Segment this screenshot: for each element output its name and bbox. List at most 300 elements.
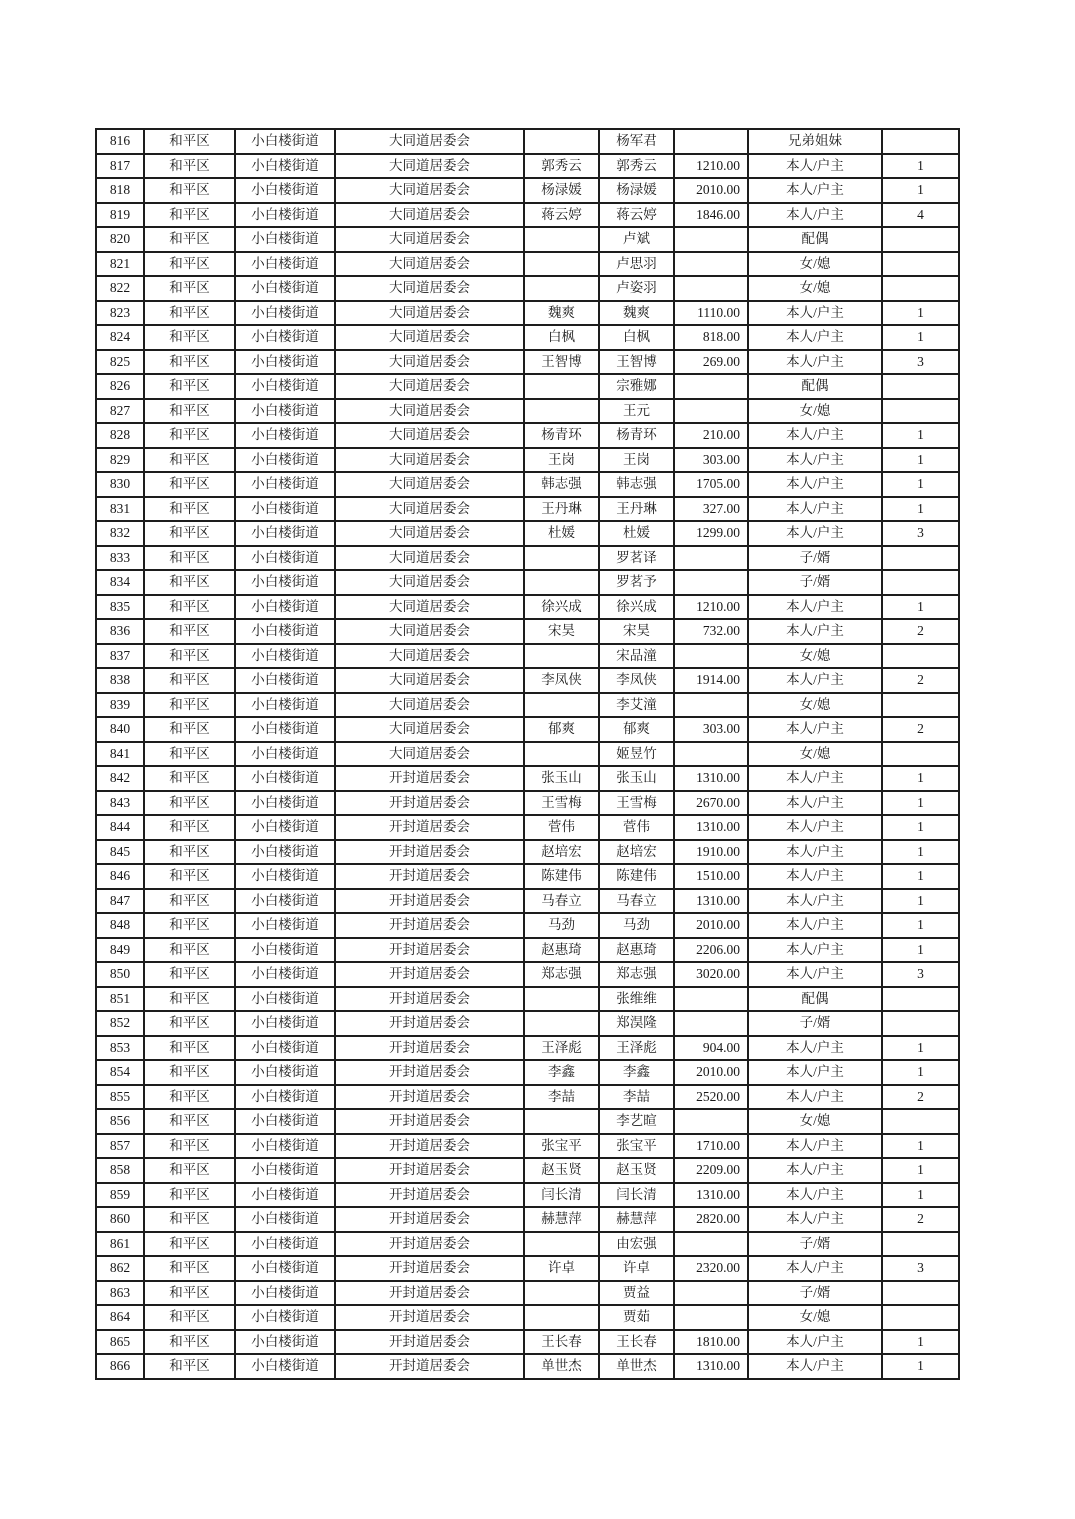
- cell-seq: 830: [96, 472, 144, 497]
- cell-member: 王智博: [599, 350, 674, 375]
- table-row: [96, 546, 959, 571]
- cell-count: [882, 1305, 959, 1330]
- cell-committee: 大同道居委会: [335, 644, 524, 669]
- cell-amount: 1110.00: [674, 301, 748, 326]
- cell-relation: 本人/户主: [748, 1085, 882, 1110]
- cell-street: 小白楼街道: [235, 399, 335, 424]
- cell-committee: 大同道居委会: [335, 374, 524, 399]
- cell-relation: 女/媳: [748, 1305, 882, 1330]
- cell-applicant: 杜媛: [524, 521, 599, 546]
- cell-district: 和平区: [144, 301, 235, 326]
- cell-count: 2: [882, 1207, 959, 1232]
- cell-amount: 1210.00: [674, 595, 748, 620]
- cell-district: 和平区: [144, 472, 235, 497]
- table-row: [96, 276, 959, 301]
- cell-district: 和平区: [144, 1085, 235, 1110]
- cell-committee: 大同道居委会: [335, 276, 524, 301]
- cell-count: 2: [882, 668, 959, 693]
- cell-street: 小白楼街道: [235, 521, 335, 546]
- cell-amount: 3020.00: [674, 962, 748, 987]
- cell-amount: 1310.00: [674, 766, 748, 791]
- cell-relation: 本人/户主: [748, 717, 882, 742]
- cell-count: [882, 987, 959, 1012]
- cell-amount: [674, 1011, 748, 1036]
- table-row: [96, 595, 959, 620]
- cell-applicant: [524, 742, 599, 767]
- cell-district: 和平区: [144, 1060, 235, 1085]
- cell-committee: 开封道居委会: [335, 1207, 524, 1232]
- cell-count: 2: [882, 619, 959, 644]
- table-row: [96, 1060, 959, 1085]
- cell-applicant: 菅伟: [524, 815, 599, 840]
- cell-district: 和平区: [144, 1256, 235, 1281]
- cell-amount: 732.00: [674, 619, 748, 644]
- cell-street: 小白楼街道: [235, 1085, 335, 1110]
- cell-applicant: 李凤侠: [524, 668, 599, 693]
- cell-district: 和平区: [144, 962, 235, 987]
- cell-seq: 855: [96, 1085, 144, 1110]
- cell-street: 小白楼街道: [235, 1158, 335, 1183]
- cell-seq: 825: [96, 350, 144, 375]
- cell-count: [882, 227, 959, 252]
- cell-member: 李凤侠: [599, 668, 674, 693]
- cell-count: 4: [882, 203, 959, 228]
- cell-count: [882, 570, 959, 595]
- cell-street: 小白楼街道: [235, 815, 335, 840]
- cell-member: 宋昊: [599, 619, 674, 644]
- cell-count: 3: [882, 350, 959, 375]
- table-row: [96, 962, 959, 987]
- cell-member: 杜媛: [599, 521, 674, 546]
- cell-committee: 大同道居委会: [335, 595, 524, 620]
- cell-member: 郭秀云: [599, 154, 674, 179]
- cell-district: 和平区: [144, 276, 235, 301]
- cell-applicant: 许卓: [524, 1256, 599, 1281]
- table-row: [96, 301, 959, 326]
- cell-applicant: 郭秀云: [524, 154, 599, 179]
- table-row: [96, 129, 959, 154]
- cell-relation: 本人/户主: [748, 1330, 882, 1355]
- cell-member: 菅伟: [599, 815, 674, 840]
- cell-amount: [674, 693, 748, 718]
- cell-count: 1: [882, 595, 959, 620]
- cell-member: 李鑫: [599, 1060, 674, 1085]
- cell-count: [882, 1281, 959, 1306]
- cell-relation: 兄弟姐妹: [748, 129, 882, 154]
- cell-member: 王雪梅: [599, 791, 674, 816]
- cell-relation: 本人/户主: [748, 766, 882, 791]
- cell-count: 1: [882, 1158, 959, 1183]
- cell-street: 小白楼街道: [235, 1232, 335, 1257]
- cell-seq: 858: [96, 1158, 144, 1183]
- cell-count: 1: [882, 1036, 959, 1061]
- cell-committee: 开封道居委会: [335, 1232, 524, 1257]
- cell-amount: 1846.00: [674, 203, 748, 228]
- cell-district: 和平区: [144, 350, 235, 375]
- cell-relation: 子/婿: [748, 570, 882, 595]
- table-row: [96, 840, 959, 865]
- cell-relation: 子/婿: [748, 1011, 882, 1036]
- cell-applicant: 张玉山: [524, 766, 599, 791]
- cell-district: 和平区: [144, 1011, 235, 1036]
- cell-relation: 本人/户主: [748, 423, 882, 448]
- cell-street: 小白楼街道: [235, 840, 335, 865]
- cell-seq: 836: [96, 619, 144, 644]
- cell-count: 1: [882, 1354, 959, 1379]
- table-row: [96, 178, 959, 203]
- cell-member: 宗雅娜: [599, 374, 674, 399]
- cell-count: 2: [882, 717, 959, 742]
- table-row: [96, 497, 959, 522]
- cell-district: 和平区: [144, 815, 235, 840]
- cell-relation: 女/媳: [748, 252, 882, 277]
- table-row: [96, 864, 959, 889]
- cell-amount: 2206.00: [674, 938, 748, 963]
- cell-committee: 大同道居委会: [335, 742, 524, 767]
- cell-committee: 开封道居委会: [335, 987, 524, 1012]
- cell-committee: 开封道居委会: [335, 1256, 524, 1281]
- cell-street: 小白楼街道: [235, 472, 335, 497]
- cell-count: 1: [882, 301, 959, 326]
- cell-applicant: [524, 546, 599, 571]
- cell-count: 1: [882, 472, 959, 497]
- table-row: [96, 717, 959, 742]
- cell-seq: 865: [96, 1330, 144, 1355]
- cell-relation: 本人/户主: [748, 864, 882, 889]
- cell-relation: 本人/户主: [748, 1060, 882, 1085]
- cell-street: 小白楼街道: [235, 154, 335, 179]
- cell-amount: 2209.00: [674, 1158, 748, 1183]
- cell-relation: 子/婿: [748, 546, 882, 571]
- cell-relation: 本人/户主: [748, 448, 882, 473]
- cell-relation: 本人/户主: [748, 840, 882, 865]
- cell-member: 郑淏隆: [599, 1011, 674, 1036]
- cell-applicant: 郁爽: [524, 717, 599, 742]
- cell-relation: 本人/户主: [748, 962, 882, 987]
- cell-seq: 857: [96, 1134, 144, 1159]
- cell-seq: 829: [96, 448, 144, 473]
- cell-amount: [674, 1232, 748, 1257]
- cell-committee: 开封道居委会: [335, 1036, 524, 1061]
- cell-committee: 开封道居委会: [335, 1085, 524, 1110]
- cell-count: 1: [882, 766, 959, 791]
- cell-seq: 828: [96, 423, 144, 448]
- cell-member: 郁爽: [599, 717, 674, 742]
- cell-seq: 838: [96, 668, 144, 693]
- cell-street: 小白楼街道: [235, 717, 335, 742]
- cell-seq: 861: [96, 1232, 144, 1257]
- cell-applicant: 魏爽: [524, 301, 599, 326]
- table-row: [96, 987, 959, 1012]
- cell-count: 3: [882, 1256, 959, 1281]
- table-row: [96, 1109, 959, 1134]
- cell-applicant: 王雪梅: [524, 791, 599, 816]
- cell-committee: 大同道居委会: [335, 546, 524, 571]
- cell-member: 白枫: [599, 325, 674, 350]
- cell-street: 小白楼街道: [235, 301, 335, 326]
- cell-applicant: 赫慧萍: [524, 1207, 599, 1232]
- cell-amount: 2670.00: [674, 791, 748, 816]
- cell-district: 和平区: [144, 129, 235, 154]
- cell-member: 许卓: [599, 1256, 674, 1281]
- cell-member: 赵惠琦: [599, 938, 674, 963]
- cell-amount: [674, 129, 748, 154]
- cell-street: 小白楼街道: [235, 374, 335, 399]
- cell-street: 小白楼街道: [235, 1330, 335, 1355]
- table-row: [96, 154, 959, 179]
- cell-member: 赵培宏: [599, 840, 674, 865]
- cell-street: 小白楼街道: [235, 864, 335, 889]
- cell-applicant: [524, 252, 599, 277]
- cell-member: 贾茹: [599, 1305, 674, 1330]
- cell-amount: [674, 1305, 748, 1330]
- cell-district: 和平区: [144, 1305, 235, 1330]
- cell-committee: 大同道居委会: [335, 717, 524, 742]
- cell-count: 1: [882, 448, 959, 473]
- cell-committee: 开封道居委会: [335, 791, 524, 816]
- cell-member: 王泽彪: [599, 1036, 674, 1061]
- cell-relation: 配偶: [748, 987, 882, 1012]
- cell-street: 小白楼街道: [235, 1036, 335, 1061]
- cell-count: 3: [882, 521, 959, 546]
- table-row: [96, 791, 959, 816]
- cell-relation: 本人/户主: [748, 203, 882, 228]
- cell-district: 和平区: [144, 864, 235, 889]
- cell-seq: 832: [96, 521, 144, 546]
- cell-street: 小白楼街道: [235, 350, 335, 375]
- cell-street: 小白楼街道: [235, 938, 335, 963]
- cell-relation: 女/媳: [748, 276, 882, 301]
- cell-street: 小白楼街道: [235, 1256, 335, 1281]
- cell-street: 小白楼街道: [235, 252, 335, 277]
- table-row: [96, 815, 959, 840]
- cell-applicant: [524, 276, 599, 301]
- cell-district: 和平区: [144, 1109, 235, 1134]
- cell-count: 1: [882, 1060, 959, 1085]
- cell-applicant: [524, 1011, 599, 1036]
- cell-count: 1: [882, 913, 959, 938]
- cell-district: 和平区: [144, 1232, 235, 1257]
- cell-committee: 开封道居委会: [335, 889, 524, 914]
- cell-count: [882, 693, 959, 718]
- cell-committee: 大同道居委会: [335, 619, 524, 644]
- cell-member: 罗茗予: [599, 570, 674, 595]
- cell-street: 小白楼街道: [235, 129, 335, 154]
- cell-count: 1: [882, 938, 959, 963]
- table-row: [96, 668, 959, 693]
- table-row: [96, 766, 959, 791]
- cell-count: [882, 644, 959, 669]
- table-row: [96, 1330, 959, 1355]
- cell-member: 李喆: [599, 1085, 674, 1110]
- cell-seq: 841: [96, 742, 144, 767]
- cell-member: 卢思羽: [599, 252, 674, 277]
- cell-relation: 本人/户主: [748, 619, 882, 644]
- cell-district: 和平区: [144, 448, 235, 473]
- cell-district: 和平区: [144, 1036, 235, 1061]
- table-row: [96, 1183, 959, 1208]
- cell-member: 单世杰: [599, 1354, 674, 1379]
- cell-committee: 大同道居委会: [335, 570, 524, 595]
- cell-committee: 开封道居委会: [335, 766, 524, 791]
- cell-street: 小白楼街道: [235, 1109, 335, 1134]
- cell-relation: 子/婿: [748, 1281, 882, 1306]
- cell-seq: 816: [96, 129, 144, 154]
- cell-applicant: 徐兴成: [524, 595, 599, 620]
- cell-relation: 本人/户主: [748, 1134, 882, 1159]
- cell-applicant: [524, 374, 599, 399]
- table-row: [96, 619, 959, 644]
- cell-member: 陈建伟: [599, 864, 674, 889]
- cell-member: 张维维: [599, 987, 674, 1012]
- cell-amount: [674, 742, 748, 767]
- cell-applicant: 闫长清: [524, 1183, 599, 1208]
- cell-relation: 女/媳: [748, 644, 882, 669]
- cell-relation: 本人/户主: [748, 301, 882, 326]
- cell-seq: 822: [96, 276, 144, 301]
- cell-applicant: [524, 644, 599, 669]
- cell-amount: [674, 374, 748, 399]
- cell-relation: 本人/户主: [748, 791, 882, 816]
- cell-count: 1: [882, 791, 959, 816]
- cell-committee: 开封道居委会: [335, 1060, 524, 1085]
- cell-member: 蒋云婷: [599, 203, 674, 228]
- cell-seq: 844: [96, 815, 144, 840]
- table-row: [96, 644, 959, 669]
- cell-amount: 303.00: [674, 717, 748, 742]
- cell-committee: 开封道居委会: [335, 840, 524, 865]
- cell-seq: 837: [96, 644, 144, 669]
- cell-relation: 子/婿: [748, 1232, 882, 1257]
- cell-applicant: [524, 1232, 599, 1257]
- table-row: [96, 472, 959, 497]
- cell-applicant: 单世杰: [524, 1354, 599, 1379]
- cell-count: 1: [882, 840, 959, 865]
- cell-applicant: 王岗: [524, 448, 599, 473]
- cell-seq: 863: [96, 1281, 144, 1306]
- cell-street: 小白楼街道: [235, 1305, 335, 1330]
- cell-district: 和平区: [144, 252, 235, 277]
- cell-amount: 1310.00: [674, 1354, 748, 1379]
- cell-relation: 女/媳: [748, 399, 882, 424]
- cell-district: 和平区: [144, 668, 235, 693]
- cell-applicant: 马劲: [524, 913, 599, 938]
- cell-seq: 856: [96, 1109, 144, 1134]
- table-row: [96, 448, 959, 473]
- cell-district: 和平区: [144, 1207, 235, 1232]
- cell-member: 王元: [599, 399, 674, 424]
- cell-member: 赵玉贤: [599, 1158, 674, 1183]
- table-row: [96, 913, 959, 938]
- cell-seq: 846: [96, 864, 144, 889]
- cell-relation: 本人/户主: [748, 1256, 882, 1281]
- cell-seq: 839: [96, 693, 144, 718]
- cell-amount: 1510.00: [674, 864, 748, 889]
- cell-committee: 大同道居委会: [335, 423, 524, 448]
- cell-applicant: [524, 570, 599, 595]
- cell-committee: 开封道居委会: [335, 913, 524, 938]
- cell-amount: 1310.00: [674, 889, 748, 914]
- cell-relation: 本人/户主: [748, 325, 882, 350]
- cell-committee: 大同道居委会: [335, 497, 524, 522]
- cell-applicant: 陈建伟: [524, 864, 599, 889]
- cell-amount: 303.00: [674, 448, 748, 473]
- cell-committee: 开封道居委会: [335, 815, 524, 840]
- cell-amount: 1914.00: [674, 668, 748, 693]
- cell-member: 王岗: [599, 448, 674, 473]
- cell-committee: 大同道居委会: [335, 252, 524, 277]
- cell-relation: 本人/户主: [748, 1036, 882, 1061]
- cell-seq: 834: [96, 570, 144, 595]
- cell-relation: 本人/户主: [748, 1354, 882, 1379]
- cell-seq: 843: [96, 791, 144, 816]
- cell-member: 卢姿羽: [599, 276, 674, 301]
- cell-district: 和平区: [144, 644, 235, 669]
- cell-member: 由宏强: [599, 1232, 674, 1257]
- cell-amount: [674, 987, 748, 1012]
- cell-applicant: 王智博: [524, 350, 599, 375]
- cell-amount: 1299.00: [674, 521, 748, 546]
- cell-street: 小白楼街道: [235, 1011, 335, 1036]
- cell-amount: [674, 227, 748, 252]
- cell-district: 和平区: [144, 203, 235, 228]
- cell-street: 小白楼街道: [235, 742, 335, 767]
- cell-seq: 824: [96, 325, 144, 350]
- cell-applicant: 白枫: [524, 325, 599, 350]
- cell-street: 小白楼街道: [235, 1183, 335, 1208]
- cell-district: 和平区: [144, 840, 235, 865]
- cell-relation: 本人/户主: [748, 815, 882, 840]
- cell-street: 小白楼街道: [235, 889, 335, 914]
- cell-member: 宋品潼: [599, 644, 674, 669]
- cell-street: 小白楼街道: [235, 448, 335, 473]
- cell-district: 和平区: [144, 766, 235, 791]
- cell-street: 小白楼街道: [235, 644, 335, 669]
- cell-seq: 853: [96, 1036, 144, 1061]
- cell-district: 和平区: [144, 374, 235, 399]
- cell-member: 姬昱竹: [599, 742, 674, 767]
- table-row: [96, 1305, 959, 1330]
- table-row: [96, 1158, 959, 1183]
- cell-district: 和平区: [144, 889, 235, 914]
- cell-count: [882, 546, 959, 571]
- cell-street: 小白楼街道: [235, 913, 335, 938]
- table-row: [96, 399, 959, 424]
- cell-street: 小白楼街道: [235, 227, 335, 252]
- cell-amount: 2010.00: [674, 178, 748, 203]
- cell-count: [882, 276, 959, 301]
- cell-amount: 1310.00: [674, 1183, 748, 1208]
- cell-amount: [674, 644, 748, 669]
- cell-member: 罗茗译: [599, 546, 674, 571]
- cell-applicant: [524, 1109, 599, 1134]
- cell-member: 贾益: [599, 1281, 674, 1306]
- cell-street: 小白楼街道: [235, 693, 335, 718]
- cell-amount: [674, 399, 748, 424]
- cell-applicant: 郑志强: [524, 962, 599, 987]
- cell-seq: 866: [96, 1354, 144, 1379]
- cell-member: 赫慧萍: [599, 1207, 674, 1232]
- cell-district: 和平区: [144, 546, 235, 571]
- cell-amount: 1910.00: [674, 840, 748, 865]
- records-tbody: [96, 129, 959, 1379]
- cell-committee: 大同道居委会: [335, 301, 524, 326]
- cell-applicant: 王丹琳: [524, 497, 599, 522]
- cell-count: [882, 1109, 959, 1134]
- cell-street: 小白楼街道: [235, 276, 335, 301]
- cell-count: [882, 742, 959, 767]
- cell-seq: 849: [96, 938, 144, 963]
